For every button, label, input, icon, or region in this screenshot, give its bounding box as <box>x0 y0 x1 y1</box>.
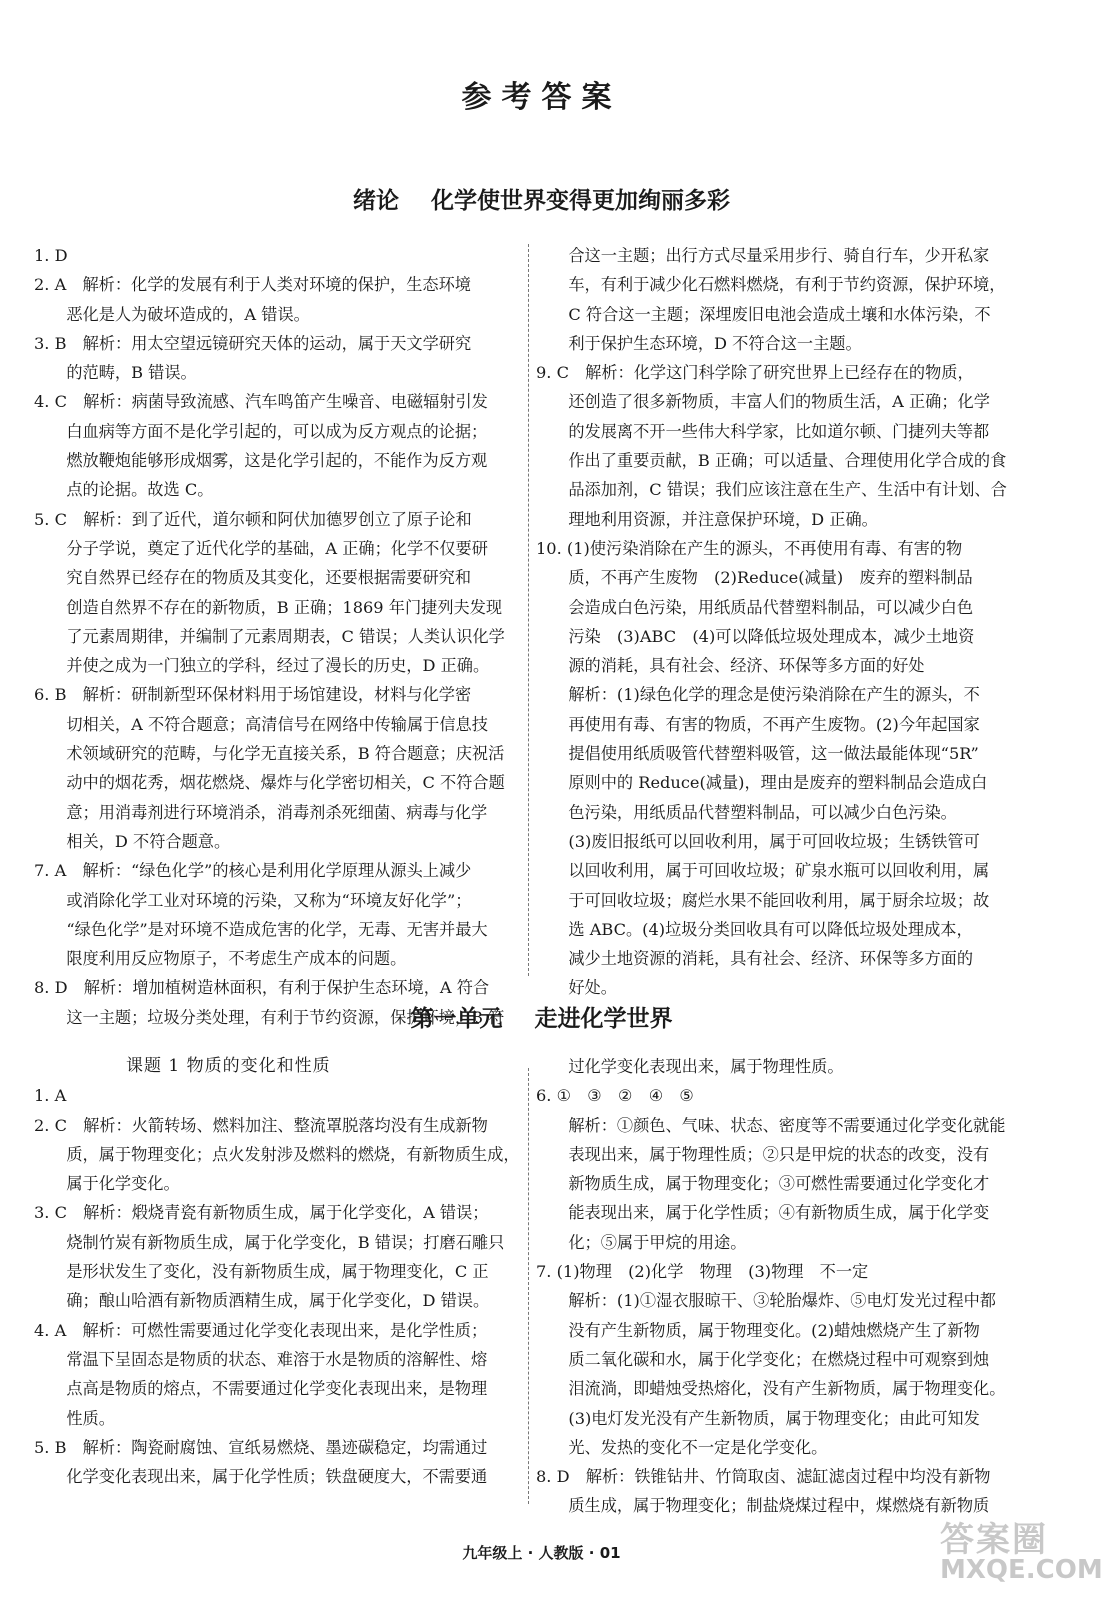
answer-line: 分子学说，奠定了近代化学的基础，A 正确；化学不仅要研 <box>34 538 488 558</box>
answer-line: 属于化学变化。 <box>34 1174 180 1194</box>
answer-line: 再使用有毒、有害的物质，不再产生废物。(2)今年起国家 <box>536 714 980 734</box>
answer-line: 1. D <box>34 246 68 265</box>
answer-line: 点高是物质的熔点，不需要通过化学变化表现出来，是物理 <box>34 1379 488 1399</box>
answer-line: 8. D 解析：增加植树造林面积，有利于保护生态环境，A 符合 <box>34 978 490 998</box>
answers-intro-right-column <box>536 241 1056 1003</box>
answer-line: 提倡使用纸质吸管代替塑料吸管，这一做法最能体现“5R” <box>536 744 979 764</box>
answer-line: 于可回收垃圾；腐烂水果不能回收利用，属于厨余垃圾；故 <box>536 890 990 910</box>
answer-line: 5. B 解析：陶瓷耐腐蚀、宣纸易燃烧、墨迹碳稳定，均需通过 <box>34 1437 488 1457</box>
answer-line: 常温下呈固态是物质的状态、难溶于水是物质的溶解性、熔 <box>34 1349 488 1369</box>
answer-line: 理地利用资源，并注意保护环境，D 正确。 <box>536 509 878 529</box>
answer-line: 化；⑤属于甲烷的用途。 <box>536 1232 747 1252</box>
answer-line: 3. B 解析：用太空望远镜研究天体的运动，属于天文学研究 <box>34 333 472 353</box>
answer-line: 究自然界已经存在的物质及其变化，还要根据需要研究和 <box>34 568 472 588</box>
answer-line: 相关，D 不符合题意。 <box>34 831 231 851</box>
answer-line: 3. C 解析：煅烧青瓷有新物质生成，属于化学变化，A 错误； <box>34 1203 489 1223</box>
answer-line: 解析：①颜色、气味、状态、密度等不需要通过化学变化就能 <box>536 1115 1006 1135</box>
answer-line: 6. B 解析：研制新型环保材料用于场馆建设，材料与化学密 <box>34 685 472 705</box>
answer-line: (3)电灯发光没有产生新物质，属于物理变化；由此可知发 <box>536 1408 980 1428</box>
section-title-unit-1: 第一单元 走进化学世界 <box>410 1006 673 1032</box>
lesson-title: 课题 1 物质的变化和性质 <box>126 1056 331 1076</box>
answer-line: 会造成白色污染，用纸质品代替塑料制品，可以减少白色 <box>536 597 974 617</box>
page-footer: 九年级上 · 人教版 · 01 <box>462 1544 621 1562</box>
answers-unit1-right-column <box>536 1052 1056 1521</box>
answer-line: 2. C 解析：火箭转场、燃料加注、整流罩脱落均没有生成新物 <box>34 1115 488 1135</box>
answer-line: 10. (1)使污染消除在产生的源头，不再使用有毒、有害的物 <box>536 538 963 558</box>
answer-line: 品添加剂，C 错误；我们应该注意在生产、生活中有计划、合 <box>536 480 1007 500</box>
answer-line: (3)废旧报纸可以回收利用，属于可回收垃圾；生锈铁管可 <box>536 831 980 851</box>
answer-line: 质，不再产生废物 (2)Reduce(减量) 废弃的塑料制品 <box>536 568 973 588</box>
answer-line: 色污染，用纸质品代替塑料制品，可以减少白色污染。 <box>536 802 957 822</box>
answer-line: 化学变化表现出来，属于化学性质；铁盘硬度大，不需要通 <box>34 1467 488 1487</box>
answer-line: 4. A 解析：可燃性需要通过化学变化表现出来，是化学性质； <box>34 1320 488 1340</box>
answer-line: 9. C 解析：化学这门科学除了研究世界上已经存在的物质， <box>536 363 974 383</box>
watermark-main-text: 答案圈 <box>940 1520 1048 1560</box>
answer-line: 5. C 解析：到了近代，道尔顿和阿伏加德罗创立了原子论和 <box>34 509 472 529</box>
answer-line: 2. A 解析：化学的发展有利于人类对环境的保护，生态环境 <box>34 275 471 295</box>
answer-line: 这一主题；垃圾分类处理，有利于节约资源，保护环境，B 符 <box>34 1007 505 1027</box>
divider-section1 <box>528 244 529 976</box>
answer-line: 4. C 解析：病菌导致流感、汽车鸣笛产生噪音、电磁辐射引发 <box>34 392 488 412</box>
answer-line: 质生成，属于物理变化；制盐烧煤过程中，煤燃烧有新物质 <box>536 1496 990 1516</box>
answer-line: C 符合这一主题；深埋废旧电池会造成土壤和水体污染，不 <box>536 304 991 324</box>
answer-line: 选 ABC。(4)垃圾分类回收具有可以降低垃圾处理成本， <box>536 919 973 939</box>
answer-line: 恶化是人为破坏造成的，A 错误。 <box>34 304 310 324</box>
answer-line: 光、发热的变化不一定是化学变化。 <box>536 1437 828 1457</box>
section-title-introduction: 绪论 化学使世界变得更加绚丽多彩 <box>352 188 731 214</box>
answer-line: 7. A 解析：“绿色化学”的核心是利用化学原理从源头上减少 <box>34 861 472 881</box>
answer-line: 合这一主题；出行方式尽量采用步行、骑自行车，少开私家 <box>536 246 990 265</box>
answer-line: 点的论据。故选 C。 <box>34 480 214 500</box>
answer-line: 源的消耗，具有社会、经济、环保等多方面的好处 <box>536 656 925 676</box>
answers-unit1-left-column <box>34 1052 524 1491</box>
answer-line: 确；酿山哈酒有新物质酒精生成，属于化学变化，D 错误。 <box>34 1291 490 1311</box>
answer-line: 燃放鞭炮能够形成烟雾，这是化学引起的，不能作为反方观 <box>34 451 488 471</box>
answer-line: 质，属于物理变化；点火发射涉及燃料的燃烧，有新物质生成， <box>34 1144 520 1164</box>
answer-line: 动中的烟花秀，烟花燃烧、爆炸与化学密切相关，C 不符合题 <box>34 773 505 793</box>
watermark-sub-text: MXQE.COM <box>940 1555 1103 1585</box>
answer-line: 过化学变化表现出来，属于物理性质。 <box>536 1057 844 1076</box>
answer-line: 了元素周期律，并编制了元素周期表，C 错误；人类认识化学 <box>34 626 505 646</box>
answer-line: 7. (1)物理 (2)化学 物理 (3)物理 不一定 <box>536 1262 869 1282</box>
answers-intro-left-column <box>34 241 524 1032</box>
answer-line: 原则中的 Reduce(减量)，理由是废弃的塑料制品会造成白 <box>536 773 988 793</box>
answer-line: “绿色化学”是对环境不造成危害的化学，无毒、无害并最大 <box>34 919 488 939</box>
answer-line: 还创造了很多新物质，丰富人们的物质生活，A 正确；化学 <box>536 392 990 412</box>
answer-line: 限度利用反应物原子，不考虑生产成本的问题。 <box>34 949 407 969</box>
answer-line: 的范畴，B 错误。 <box>34 363 197 383</box>
answer-line: 作出了重要贡献，B 正确；可以适量、合理使用化学合成的食 <box>536 451 1007 471</box>
answer-line: 意；用消毒剂进行环境消杀，消毒剂杀死细菌、病毒与化学 <box>34 802 488 822</box>
answer-line: 减少土地资源的消耗，具有社会、经济、环保等多方面的 <box>536 949 974 969</box>
answer-line: 没有产生新物质，属于物理变化。(2)蜡烛燃烧产生了新物 <box>536 1320 980 1340</box>
answer-line: 解析：(1)①湿衣服晾干、③轮胎爆炸、⑤电灯发光过程中都 <box>536 1291 996 1311</box>
answer-line: 并使之成为一门独立的学科，经过了漫长的历史，D 正确。 <box>34 656 490 676</box>
answer-line: 表现出来，属于物理性质；②只是甲烷的状态的改变，没有 <box>536 1144 990 1164</box>
answer-line: 创造自然界不存在的新物质，B 正确；1869 年门捷列夫发现 <box>34 597 503 617</box>
answer-line: 泪流淌，即蜡烛受热熔化，没有产生新物质，属于物理变化。 <box>536 1379 1006 1399</box>
answer-line: 切相关，A 不符合题意；高清信号在网络中传输属于信息技 <box>34 714 488 734</box>
answer-line: 6. ① ③ ② ④ ⑤ <box>536 1086 694 1106</box>
answer-line: 是形状发生了变化，没有新物质生成，属于物理变化，C 正 <box>34 1262 489 1282</box>
answer-line: 术领域研究的范畴，与化学无直接关系，B 符合题意；庆祝活 <box>34 744 505 764</box>
answer-line: 解析：(1)绿色化学的理念是使污染消除在产生的源头，不 <box>536 685 980 705</box>
answer-line: 白血病等方面不是化学引起的，可以成为反方观点的论据； <box>34 421 488 441</box>
page-title: 参考答案 <box>461 80 622 115</box>
answer-line: 1. A <box>34 1086 67 1106</box>
answer-line: 8. D 解析：铁锥钻井、竹筒取卤、滤缸滤卤过程中均没有新物 <box>536 1467 991 1487</box>
answer-line: 新物质生成，属于物理变化；③可燃性需要通过化学变化才 <box>536 1174 990 1194</box>
answer-line: 能表现出来，属于化学性质；④有新物质生成，属于化学变 <box>536 1203 990 1223</box>
answer-line: 的发展离不开一些伟大科学家，比如道尔顿、门捷列夫等都 <box>536 421 990 441</box>
answer-line: 质二氧化碳和水，属于化学变化；在燃烧过程中可观察到烛 <box>536 1349 990 1369</box>
answer-line: 或消除化学工业对环境的污染，又称为“环境友好化学”； <box>34 890 472 910</box>
answer-line: 利于保护生态环境，D 不符合这一主题。 <box>536 333 862 353</box>
answer-line: 车，有利于减少化石燃料燃烧，有利于节约资源，保护环境， <box>536 275 1006 295</box>
answer-line: 污染 (3)ABC (4)可以降低垃圾处理成本，减少土地资 <box>536 626 975 646</box>
answer-line: 烧制竹炭有新物质生成，属于化学变化，B 错误；打磨石雕只 <box>34 1232 505 1252</box>
answer-line: 好处。 <box>536 978 617 998</box>
watermark-logo <box>940 1512 1103 1585</box>
divider-section2 <box>528 1068 529 1504</box>
answer-line: 以回收利用，属于可回收垃圾；矿泉水瓶可以回收利用，属 <box>536 861 990 881</box>
answer-line: 性质。 <box>34 1408 115 1428</box>
